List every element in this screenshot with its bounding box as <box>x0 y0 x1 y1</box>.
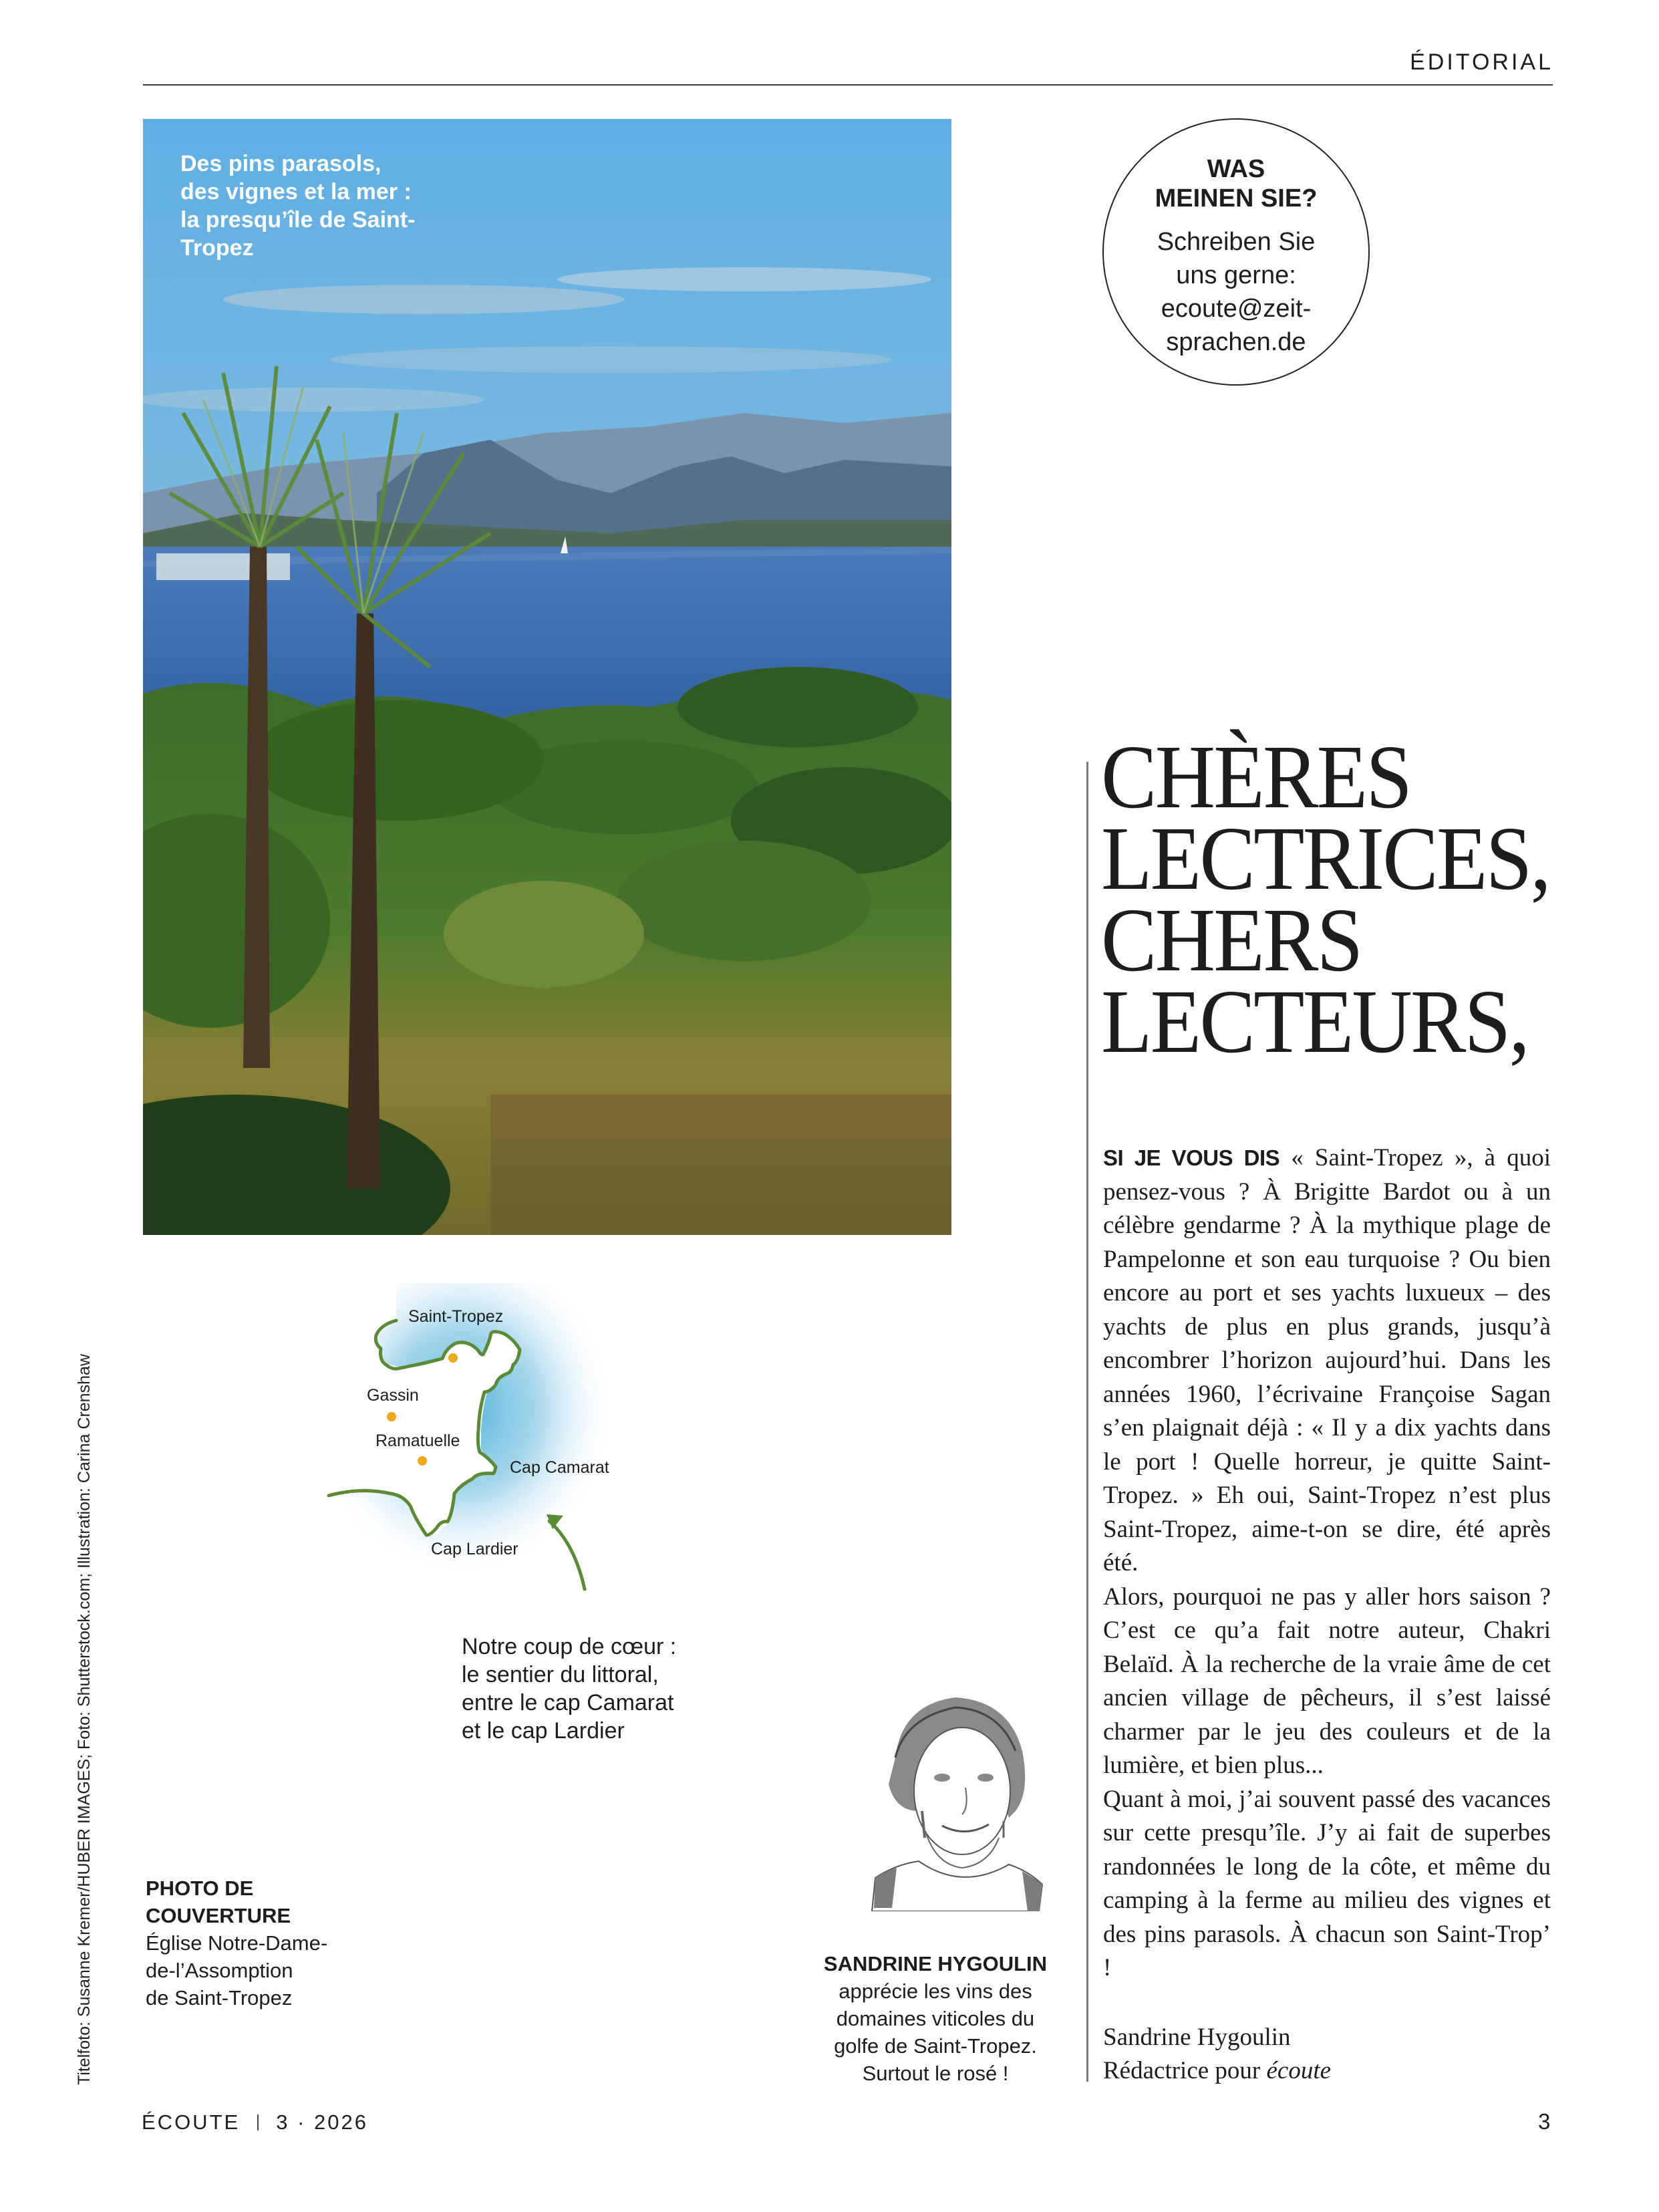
town-dot-saint-tropez <box>448 1353 458 1363</box>
map-label-saint-tropez: Saint-Tropez <box>408 1307 504 1326</box>
bubble-title: WAS MEINEN SIE? <box>1155 155 1318 213</box>
map-note: Notre coup de cœur : le sentier du littoral, entre le cap Camarat et le cap Lardier <box>462 1634 677 1744</box>
footer-issue: 3 · 2026 <box>276 2110 368 2134</box>
landscape-photo <box>143 119 951 1235</box>
magazine-name: écoute <box>1266 2057 1332 2084</box>
portrait-caption: SANDRINE HYGOULIN apprécie les vins des domaines viticoles du golfe de Saint-Tropez. Surtout le rosé ! <box>805 1950 1066 2087</box>
map-label-gassin: Gassin <box>367 1386 419 1405</box>
cover-photo-info: PHOTO DE COUVERTURE Église Notre-Dame- de-l’Assomption de Saint-Tropez <box>146 1875 327 2012</box>
bubble-body: Schreiben Sie uns gerne: ecoute@zeit- sprachen.de <box>1104 225 1368 359</box>
photo-caption: Des pins parasols, des vignes et la mer : la presqu’île de Saint-Tropez <box>180 151 416 261</box>
paragraph-2: Alors, pourquoi ne pas y aller hors saison ? C’est ce qu’a fait notre auteur, Chakri Belaïd. À la recherche de la vraie âme de cet ancien village de pêcheurs, il s’est laissé charmer par le jeu des couleurs et de la lumière, et bien plus... <box>1103 1582 1551 1779</box>
map-label-ramatuelle: Ramatuelle <box>375 1431 460 1450</box>
signature <box>1103 2021 1331 2088</box>
column-rule <box>1086 762 1088 2082</box>
footer <box>142 2110 368 2134</box>
footer-separator <box>257 2114 259 2130</box>
cover-title: PHOTO DE COUVERTURE <box>146 1877 291 1927</box>
paragraph-1: SI JE VOUS DIS « Saint-Tropez », à quoi pensez-vous ? À Brigitte Bardot ou à un célèbre gendarme ? À la mythique plage de Pampelonne et son eau turquoise ? Ou bien encore au port et ses yachts luxueux – des yachts de plus en plus grands, jusqu’à encombrer l’horizon aujourd’hui. Dans les années 1960, l’écrivaine Françoise Sagan s’en plaignait déjà : « Il y a dix yachts dans le port ! Quelle horreur, je quitte Saint-Tropez. » Eh oui, Saint-Tropez n’est plus Saint-Tropez, aime-t-on se dire, été après été. <box>1103 1144 1551 1576</box>
map-label-cap-camarat: Cap Camarat <box>510 1458 609 1477</box>
header-rule <box>143 84 1553 86</box>
editor-portrait <box>855 1677 1056 1911</box>
photo-illustration <box>143 119 951 1235</box>
peninsula-map <box>314 1283 688 1604</box>
section-label: ÉDITORIAL <box>1410 49 1553 75</box>
contact-email-continued[interactable]: sprachen.de <box>1166 328 1306 356</box>
signature-role: Rédactrice pour écoute <box>1103 2057 1332 2084</box>
portrait-sketch <box>855 1677 1056 1911</box>
image-credits: Titelfoto: Susanne Kremer/HUBER IMAGES; Foto: Shutterstock.com; Illustration: Carina Crenshaw <box>75 1354 94 2085</box>
contact-bubble <box>1102 118 1370 386</box>
contact-email[interactable]: ecoute@zeit- <box>1161 295 1312 323</box>
town-dot-ramatuelle <box>418 1456 427 1466</box>
page-number: 3 <box>1538 2109 1551 2134</box>
signature-name: Sandrine Hygoulin <box>1103 2024 1291 2051</box>
editorial-body <box>1103 1141 1551 1985</box>
paragraph-3: Quant à moi, j’ai souvent passé des vacances sur cette presqu’île. J’y ai fait de superbes randonnées le long de la côte, et même du camping à la ferme au milieu des vignes et des pins parasols. À chacun son Saint-Trop’ ! <box>1103 1785 1551 1981</box>
footer-magazine: ÉCOUTE <box>142 2110 241 2134</box>
editor-name: SANDRINE HYGOULIN <box>823 1952 1048 1975</box>
lead-in: SI JE VOUS DIS <box>1103 1145 1280 1170</box>
map-label-cap-lardier: Cap Lardier <box>431 1540 518 1558</box>
page-title: CHÈRES LECTRICES, CHERS LECTEURS, <box>1101 727 1550 1072</box>
town-dot-gassin <box>387 1412 396 1421</box>
